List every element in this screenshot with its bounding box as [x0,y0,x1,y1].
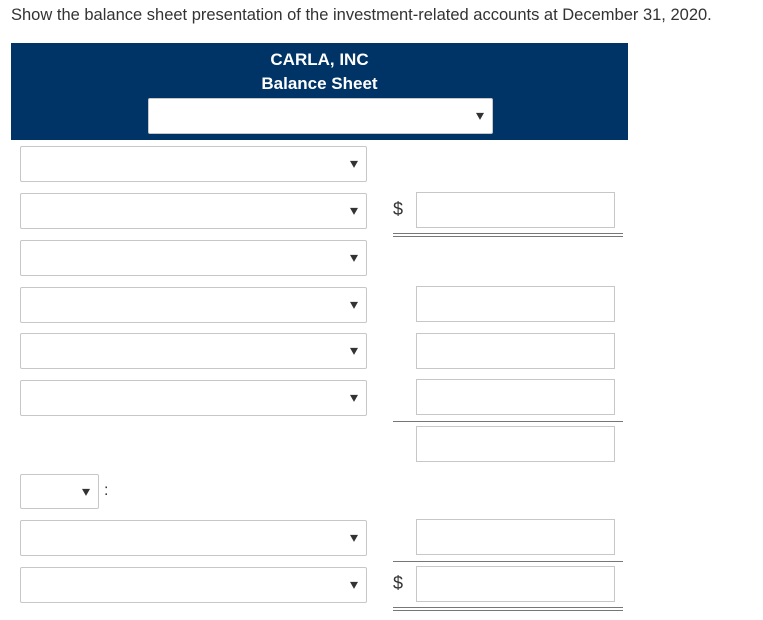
chevron-down-icon [350,208,358,215]
amount-input-4[interactable] [416,286,615,322]
amount-input-5[interactable] [416,333,615,369]
account-select-4[interactable] [20,287,367,323]
amount-input-8[interactable] [416,566,615,602]
total-rule [393,561,623,562]
chevron-down-icon [350,255,358,262]
account-select-8[interactable] [20,567,367,603]
instruction-text: Show the balance sheet presentation of the investment-related accounts at December 31, 2020. [11,6,712,24]
account-select-5[interactable] [20,333,367,369]
colon-label: : [104,482,109,499]
dollar-sign: $ [393,199,404,219]
double-underline [393,607,623,611]
double-underline [393,233,623,237]
chevron-down-icon [350,582,358,589]
chevron-down-icon [350,161,358,168]
account-select-7[interactable] [20,520,367,556]
balance-sheet-header [11,43,628,140]
company-name: CARLA, INC [270,50,369,69]
chevron-down-icon [476,113,484,120]
chevron-down-icon [350,395,358,402]
subtotal-input[interactable] [416,426,615,462]
subtotal-rule [393,421,623,422]
account-select-2[interactable] [20,193,367,229]
dollar-sign: $ [393,573,404,593]
chevron-down-icon [350,302,358,309]
account-select-6[interactable] [20,380,367,416]
chevron-down-icon [350,348,358,355]
account-select-1[interactable] [20,146,367,182]
statement-title: Balance Sheet [261,74,378,93]
amount-input-7[interactable] [416,519,615,555]
chevron-down-icon [350,535,358,542]
amount-input-2[interactable] [416,192,615,228]
chevron-down-icon [82,488,90,495]
amount-input-6[interactable] [416,379,615,415]
account-select-3[interactable] [20,240,367,276]
date-select[interactable] [148,98,493,134]
section-select[interactable] [20,474,99,509]
